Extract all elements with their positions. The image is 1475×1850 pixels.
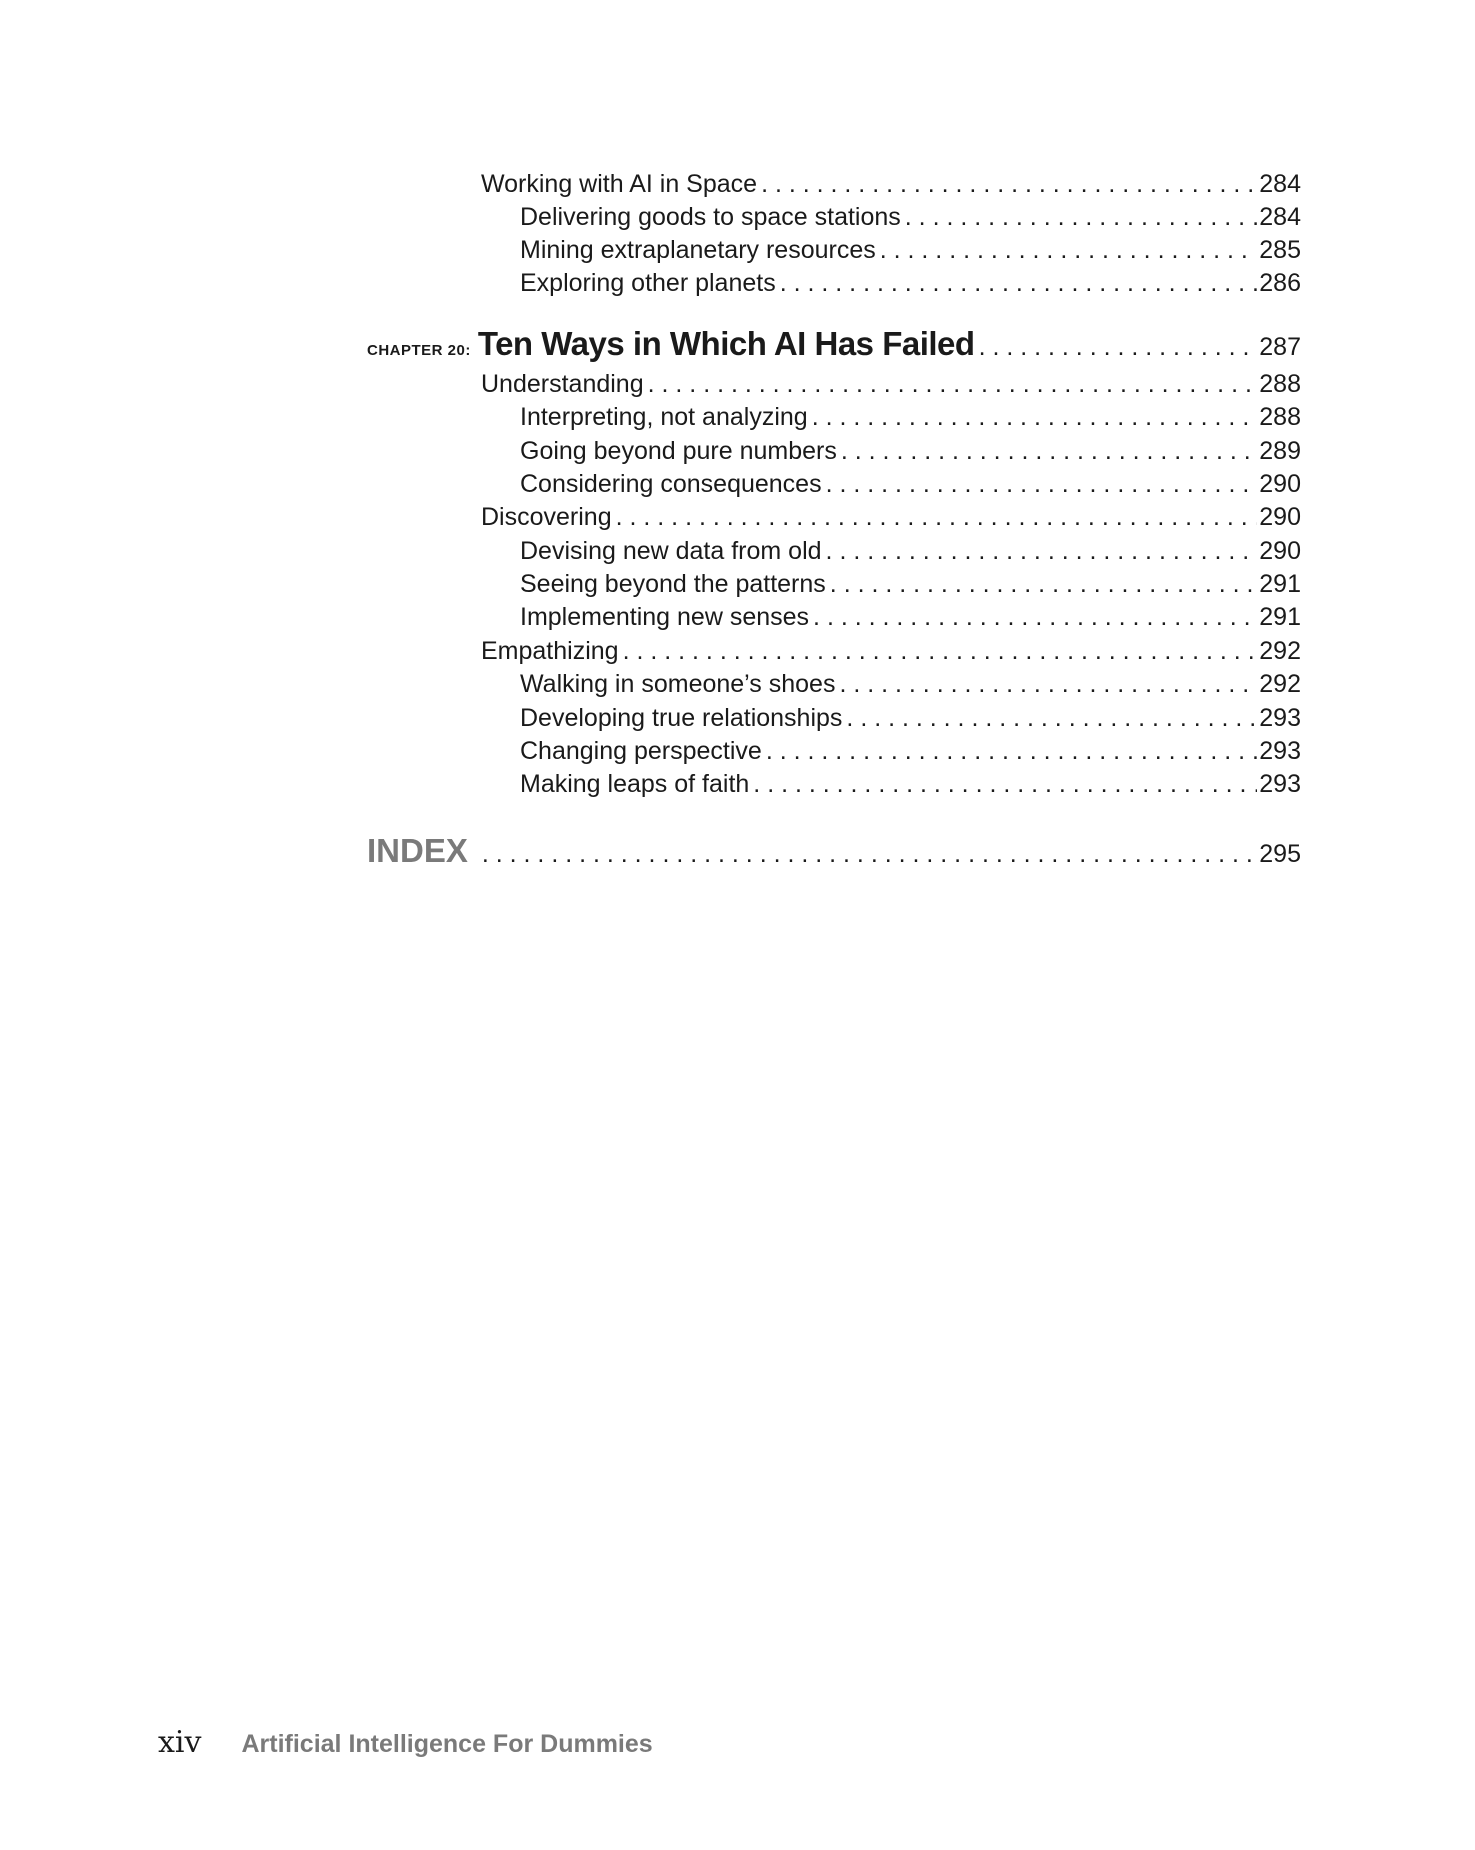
page-folio: xiv: [158, 1725, 202, 1760]
toc-entry-page: 291: [1259, 603, 1301, 631]
toc-entry[interactable]: [481, 367, 1301, 401]
toc-entry-page: 292: [1259, 637, 1301, 665]
toc-entry[interactable]: [520, 233, 1301, 267]
dot-leader: [826, 534, 1258, 568]
toc-entry-label: Understanding: [481, 370, 644, 398]
toc-entry-label: Interpreting, not analyzing: [520, 403, 808, 431]
dot-leader: [753, 767, 1257, 801]
toc-entry-page: 290: [1259, 470, 1301, 498]
toc-entry-page: 285: [1259, 236, 1301, 264]
toc-entry-label: Working with AI in Space: [481, 170, 758, 198]
toc-entry-label: Walking in someone’s shoes: [520, 670, 836, 698]
toc-entry-label: Discovering: [481, 503, 612, 531]
toc-entry-label: Seeing beyond the patterns: [520, 570, 826, 598]
dot-leader: [761, 167, 1257, 201]
toc-entry-page: 289: [1259, 437, 1301, 465]
toc-entry[interactable]: [520, 701, 1301, 735]
toc-entry-label: Devising new data from old: [520, 537, 822, 565]
toc-entry-page: 290: [1259, 537, 1301, 565]
toc-entry-label: Implementing new senses: [520, 603, 810, 631]
dot-leader: [482, 832, 1255, 873]
index-page: 295: [1259, 840, 1301, 868]
toc-entry[interactable]: [481, 167, 1301, 201]
toc-entry-page: 292: [1259, 670, 1301, 698]
dot-leader: [830, 567, 1257, 601]
toc-entry[interactable]: [520, 400, 1301, 434]
toc-entry-page: 293: [1259, 704, 1301, 732]
dot-leader: [841, 434, 1257, 468]
toc-entry-label: Considering consequences: [520, 470, 822, 498]
toc-entry[interactable]: [481, 500, 1301, 534]
dot-leader: [905, 200, 1258, 234]
toc-entry-label: Empathizing: [481, 637, 619, 665]
toc-index-entry[interactable]: [367, 829, 1301, 873]
dot-leader: [616, 500, 1258, 534]
toc-entry[interactable]: [520, 600, 1301, 634]
toc-entry[interactable]: [520, 266, 1301, 300]
index-label: INDEX: [367, 832, 468, 869]
toc-chapter-entry[interactable]: [367, 322, 1301, 366]
toc-entry-page: 291: [1259, 570, 1301, 598]
toc-entry-page: 293: [1259, 770, 1301, 798]
dot-leader: [766, 734, 1257, 768]
dot-leader: [846, 701, 1257, 735]
dot-leader: [813, 600, 1257, 634]
running-book-title: Artificial Intelligence For Dummies: [241, 1730, 653, 1758]
toc-entry-label: Delivering goods to space stations: [520, 203, 901, 231]
toc-entry-page: 286: [1259, 269, 1301, 297]
dot-leader: [880, 233, 1258, 267]
toc-entry-page: 288: [1259, 403, 1301, 431]
toc-entry-page: 290: [1259, 503, 1301, 531]
dot-leader: [780, 266, 1258, 300]
toc-entry[interactable]: [520, 534, 1301, 568]
toc-entry[interactable]: [520, 434, 1301, 468]
dot-leader: [826, 467, 1258, 501]
toc-entry[interactable]: [520, 467, 1301, 501]
dot-leader: [812, 400, 1258, 434]
toc-entry-label: Developing true relationships: [520, 704, 843, 732]
toc-entry-label: Exploring other planets: [520, 269, 776, 297]
dot-leader: [648, 367, 1258, 401]
toc-entry-label: Changing perspective: [520, 737, 762, 765]
toc-entry[interactable]: [520, 667, 1301, 701]
dot-leader: [623, 634, 1258, 668]
toc-entry-page: 284: [1259, 203, 1301, 231]
dot-leader: [979, 325, 1256, 366]
toc-entry-page: 293: [1259, 737, 1301, 765]
toc-entry[interactable]: [520, 734, 1301, 768]
toc-entry-label: Mining extraplanetary resources: [520, 236, 876, 264]
chapter-page: 287: [1259, 333, 1301, 361]
toc-entry[interactable]: [481, 634, 1301, 668]
chapter-title: Ten Ways in Which AI Has Failed: [477, 325, 975, 362]
page-footer: [158, 1725, 653, 1765]
toc-entry-label: Going beyond pure numbers: [520, 437, 837, 465]
toc-entry[interactable]: [520, 567, 1301, 601]
toc-entry[interactable]: [520, 200, 1301, 234]
dot-leader: [839, 667, 1257, 701]
toc-entry-page: 284: [1259, 170, 1301, 198]
toc-entry-label: Making leaps of faith: [520, 770, 750, 798]
chapter-number: CHAPTER 20:: [367, 342, 471, 359]
toc-entry-page: 288: [1259, 370, 1301, 398]
toc-entry[interactable]: [520, 767, 1301, 801]
